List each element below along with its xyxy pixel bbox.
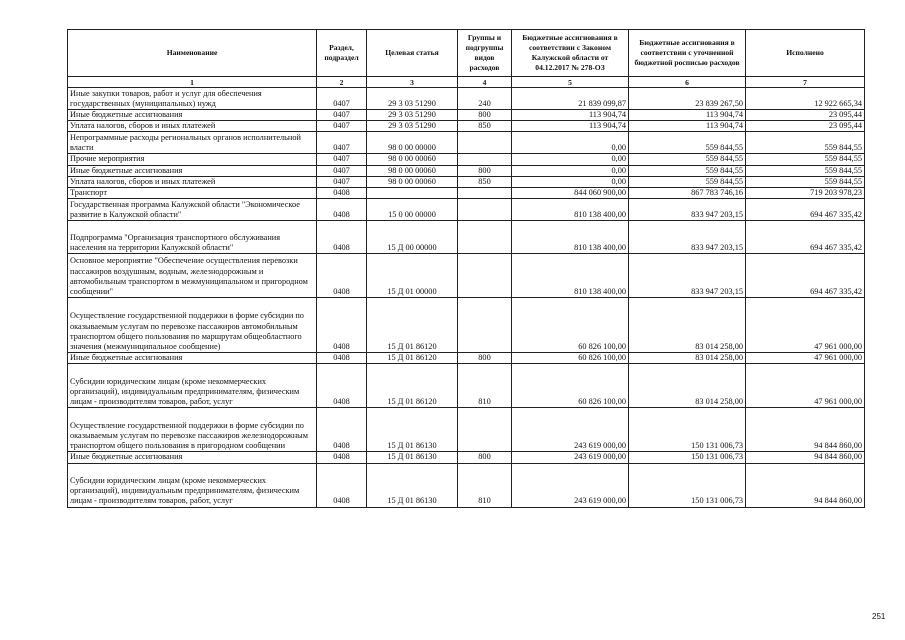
row-name: Иные бюджетные ассигнования — [68, 165, 317, 176]
row-refined: 559 844,55 — [629, 165, 746, 176]
row-law: 810 138 400,00 — [512, 221, 629, 254]
row-section: 0408 — [317, 199, 367, 221]
row-done: 94 844 860,00 — [746, 452, 865, 463]
table-row — [68, 121, 865, 132]
row-done: 694 467 335,42 — [746, 254, 865, 298]
row-group — [458, 221, 512, 254]
row-target: 15 0 00 00000 — [367, 199, 458, 221]
row-target: 98 0 00 00060 — [367, 176, 458, 187]
row-name: Иные бюджетные ассигнования — [68, 353, 317, 364]
row-name: Уплата налогов, сборов и иных платежей — [68, 176, 317, 187]
row-group — [458, 188, 512, 199]
row-law: 844 060 900,00 — [512, 188, 629, 199]
row-target: 98 0 00 00000 — [367, 132, 458, 154]
table-row — [68, 452, 865, 463]
row-section: 0408 — [317, 353, 367, 364]
row-group — [458, 132, 512, 154]
row-section: 0407 — [317, 176, 367, 187]
column-number: 7 — [746, 77, 865, 88]
row-law: 0,00 — [512, 132, 629, 154]
budget-table — [67, 29, 865, 508]
column-number: 4 — [458, 77, 512, 88]
header-law: Бюджетные ассигнования в соответствии с Законом Калужской области от 04.12.2017 № 278-ОЗ — [512, 30, 629, 77]
table-row — [68, 165, 865, 176]
row-done: 23 095,44 — [746, 121, 865, 132]
row-refined: 83 014 258,00 — [629, 353, 746, 364]
row-group — [458, 254, 512, 298]
row-refined: 83 014 258,00 — [629, 298, 746, 353]
row-section: 0407 — [317, 110, 367, 121]
column-number-row — [68, 77, 865, 88]
column-number: 1 — [68, 77, 317, 88]
row-name: Субсидии юридическим лицам (кроме некоммерческих организаций), индивидуальным предпринимателям, физическим лицам - производителям товаров, работ, услуг — [68, 364, 317, 408]
row-done: 559 844,55 — [746, 154, 865, 165]
row-section: 0408 — [317, 298, 367, 353]
row-group — [458, 154, 512, 165]
row-law: 0,00 — [512, 176, 629, 187]
row-law: 60 826 100,00 — [512, 353, 629, 364]
row-name: Непрограммные расходы региональных органов исполнительной власти — [68, 132, 317, 154]
row-section: 0407 — [317, 88, 367, 110]
row-group: 810 — [458, 364, 512, 408]
row-name: Осуществление государственной поддержки в форме субсидии по оказываемым услугам по перевозке пассажиров железнодорожным транспортом общего пользования в пригородном сообщении — [68, 408, 317, 452]
row-target: 98 0 00 00060 — [367, 154, 458, 165]
row-section: 0408 — [317, 452, 367, 463]
row-refined: 83 014 258,00 — [629, 364, 746, 408]
row-section: 0408 — [317, 221, 367, 254]
row-name: Уплата налогов, сборов и иных платежей — [68, 121, 317, 132]
row-law: 243 619 000,00 — [512, 452, 629, 463]
row-section: 0408 — [317, 188, 367, 199]
table-row — [68, 154, 865, 165]
row-refined: 150 131 006,73 — [629, 463, 746, 507]
header-section: Раздел, подраздел — [317, 30, 367, 77]
row-done: 12 922 665,34 — [746, 88, 865, 110]
row-name: Иные закупки товаров, работ и услуг для обеспечения государственных (муниципальных) нужд — [68, 88, 317, 110]
header-done: Исполнено — [746, 30, 865, 77]
row-law: 810 138 400,00 — [512, 254, 629, 298]
table-row — [68, 132, 865, 154]
row-law: 0,00 — [512, 165, 629, 176]
row-group: 800 — [458, 353, 512, 364]
table-row — [68, 298, 865, 353]
table-row — [68, 199, 865, 221]
row-law: 60 826 100,00 — [512, 364, 629, 408]
row-target: 15 Д 01 00000 — [367, 254, 458, 298]
row-refined: 559 844,55 — [629, 132, 746, 154]
row-section: 0407 — [317, 165, 367, 176]
row-target: 98 0 00 00060 — [367, 165, 458, 176]
row-done: 559 844,55 — [746, 132, 865, 154]
row-group — [458, 298, 512, 353]
row-refined: 559 844,55 — [629, 176, 746, 187]
column-number: 5 — [512, 77, 629, 88]
row-name: Транспорт — [68, 188, 317, 199]
row-done: 559 844,55 — [746, 165, 865, 176]
header-refined: Бюджетные ассигнования в соответствии с уточненной бюджетной росписью расходов — [629, 30, 746, 77]
row-refined: 150 131 006,73 — [629, 452, 746, 463]
row-section: 0407 — [317, 121, 367, 132]
row-name: Подпрограмма "Организация транспортного обслуживания населения на территории Калужской области" — [68, 221, 317, 254]
row-section: 0407 — [317, 154, 367, 165]
row-refined: 833 947 203,15 — [629, 221, 746, 254]
row-name: Иные бюджетные ассигнования — [68, 110, 317, 121]
row-law: 113 904,74 — [512, 110, 629, 121]
row-name: Иные бюджетные ассигнования — [68, 452, 317, 463]
row-done: 23 095,44 — [746, 110, 865, 121]
table-row — [68, 88, 865, 110]
row-target: 15 Д 01 86130 — [367, 452, 458, 463]
row-law: 243 619 000,00 — [512, 463, 629, 507]
row-name: Субсидии юридическим лицам (кроме некоммерческих организаций), индивидуальным предпринимателям, физическим лицам - производителям товаров, работ, услуг — [68, 463, 317, 507]
table-body — [68, 88, 865, 508]
table-row — [68, 254, 865, 298]
row-law: 60 826 100,00 — [512, 298, 629, 353]
row-done: 694 467 335,42 — [746, 199, 865, 221]
row-group: 810 — [458, 463, 512, 507]
row-done: 719 203 978,23 — [746, 188, 865, 199]
row-name: Государственная программа Калужской области "Экономическое развитие в Калужской области" — [68, 199, 317, 221]
table-row — [68, 353, 865, 364]
row-done: 94 844 860,00 — [746, 463, 865, 507]
row-done: 47 961 000,00 — [746, 298, 865, 353]
row-refined: 559 844,55 — [629, 154, 746, 165]
column-number: 6 — [629, 77, 746, 88]
row-done: 559 844,55 — [746, 176, 865, 187]
row-target: 15 Д 01 86120 — [367, 298, 458, 353]
row-section: 0407 — [317, 132, 367, 154]
row-group: 240 — [458, 88, 512, 110]
row-name: Осуществление государственной поддержки в форме субсидии по оказываемым услугам по перевозке пассажиров автомобильным транспортом общего пользования по маршрутам общеобластного значения (межмуниципальное сообщение) — [68, 298, 317, 353]
header-row — [68, 30, 865, 77]
page-number: 251 — [872, 612, 886, 621]
row-refined: 23 839 267,50 — [629, 88, 746, 110]
row-refined: 113 904,74 — [629, 121, 746, 132]
row-law: 243 619 000,00 — [512, 408, 629, 452]
table-row — [68, 364, 865, 408]
column-number: 2 — [317, 77, 367, 88]
row-done: 47 961 000,00 — [746, 364, 865, 408]
table-row — [68, 408, 865, 452]
row-refined: 867 783 746,16 — [629, 188, 746, 199]
row-group: 850 — [458, 176, 512, 187]
table-row — [68, 110, 865, 121]
row-target: 15 Д 01 86130 — [367, 463, 458, 507]
row-refined: 150 131 006,73 — [629, 408, 746, 452]
table-row — [68, 221, 865, 254]
row-target: 29 3 03 51290 — [367, 121, 458, 132]
row-law: 810 138 400,00 — [512, 199, 629, 221]
row-law: 113 904,74 — [512, 121, 629, 132]
header-target: Целевая статья — [367, 30, 458, 77]
row-target — [367, 188, 458, 199]
row-done: 47 961 000,00 — [746, 353, 865, 364]
row-refined: 833 947 203,15 — [629, 199, 746, 221]
table-row — [68, 463, 865, 507]
row-refined: 113 904,74 — [629, 110, 746, 121]
row-group: 800 — [458, 110, 512, 121]
row-section: 0408 — [317, 463, 367, 507]
row-target: 15 Д 01 86130 — [367, 408, 458, 452]
row-group: 850 — [458, 121, 512, 132]
table-row — [68, 176, 865, 187]
row-target: 15 Д 01 86120 — [367, 364, 458, 408]
row-refined: 833 947 203,15 — [629, 254, 746, 298]
row-target: 15 Д 00 00000 — [367, 221, 458, 254]
row-target: 29 3 03 51290 — [367, 88, 458, 110]
row-law: 0,00 — [512, 154, 629, 165]
row-section: 0408 — [317, 254, 367, 298]
table-row — [68, 188, 865, 199]
row-target: 29 3 03 51290 — [367, 110, 458, 121]
row-group — [458, 199, 512, 221]
header-name: Наименование — [68, 30, 317, 77]
column-number: 3 — [367, 77, 458, 88]
row-group: 800 — [458, 452, 512, 463]
row-section: 0408 — [317, 364, 367, 408]
row-done: 694 467 335,42 — [746, 221, 865, 254]
row-target: 15 Д 01 86120 — [367, 353, 458, 364]
row-group — [458, 408, 512, 452]
row-law: 21 839 099,87 — [512, 88, 629, 110]
row-name: Основное мероприятие "Обеспечение осуществления перевозки пассажиров воздушным, водным, железнодорожным и автомобильным транспортом в межмуниципальном и пригородном сообщении" — [68, 254, 317, 298]
row-name: Прочие мероприятия — [68, 154, 317, 165]
row-section: 0408 — [317, 408, 367, 452]
row-group: 800 — [458, 165, 512, 176]
row-done: 94 844 860,00 — [746, 408, 865, 452]
header-groups: Группы и подгруппы видов расходов — [458, 30, 512, 77]
